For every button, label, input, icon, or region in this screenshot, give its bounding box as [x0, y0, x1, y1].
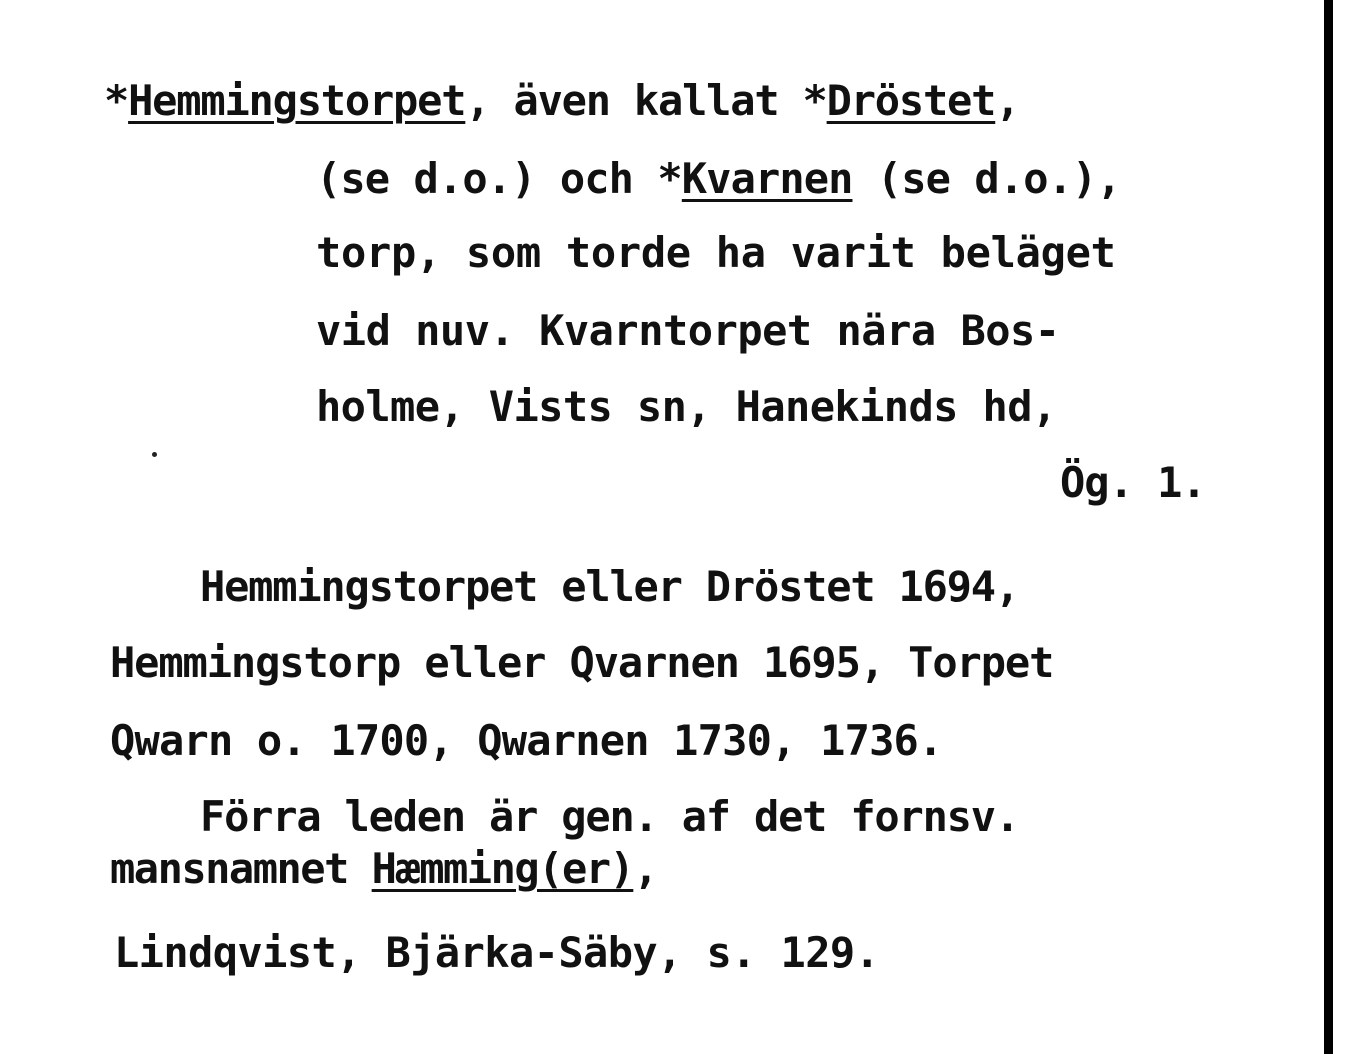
entry-line-5: holme, Vists sn, Hanekinds hd,	[316, 382, 1057, 431]
personal-name-haemminger: Hæmming(er)	[371, 844, 634, 893]
heading-line	[104, 76, 1020, 125]
asterisk-marker: *	[104, 76, 129, 125]
entry-line-4: vid nuv. Kvarntorpet nära Bos-	[316, 306, 1060, 355]
headword-hemmingstorpet: Hemmingstorpet	[128, 76, 466, 125]
cross-ref-text-end: (se d.o.),	[852, 154, 1121, 203]
attestation-line-3: Qwarn o. 1700, Qwarnen 1730, 1736.	[110, 716, 943, 765]
etymology-line-2	[110, 844, 658, 893]
attestation-line-1: Hemmingstorpet eller Dröstet 1694,	[200, 562, 1019, 611]
headword-drostet: Dröstet	[826, 76, 996, 125]
attestation-line-2: Hemmingstorp eller Qvarnen 1695, Torpet	[110, 638, 1054, 687]
etymology-line-1: Förra leden är gen. af det fornsv.	[200, 792, 1019, 841]
etymology-text: mansnamnet	[110, 844, 372, 893]
card-edge-border	[1324, 0, 1333, 1054]
heading-comma: ,	[995, 76, 1020, 125]
entry-line-2	[316, 154, 1121, 203]
etymology-comma: ,	[633, 844, 658, 893]
cross-ref-text: (se d.o.) och	[316, 154, 658, 203]
source-citation: Lindqvist, Bjärka-Säby, s. 129.	[114, 928, 880, 977]
province-reference: Ög. 1.	[1060, 458, 1206, 507]
headword-kvarnen: Kvarnen	[681, 154, 853, 203]
ink-speck	[152, 452, 157, 457]
entry-line-3: torp, som torde ha varit beläget	[316, 228, 1116, 277]
heading-text: , även kallat	[465, 76, 803, 125]
asterisk-marker: *	[657, 154, 682, 203]
asterisk-marker: *	[802, 76, 827, 125]
